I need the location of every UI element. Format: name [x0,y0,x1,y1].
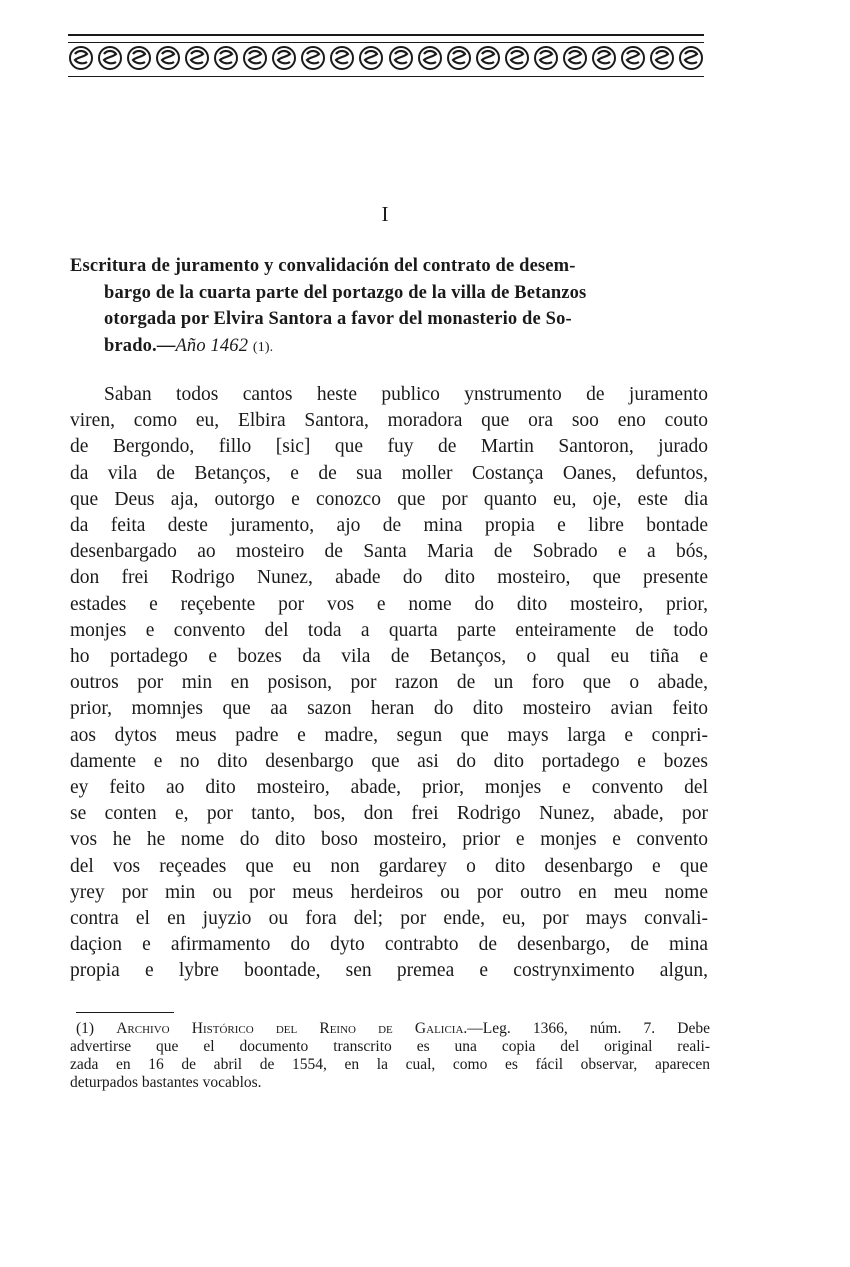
heading-prefix: brado.— [104,335,176,356]
body-line: daçion e afirmamento do dyto contrabto de desenbargo, de mina [70,934,708,956]
footnote-reference-detail: .—Leg. 1366, núm. 7. Debe [463,1020,711,1037]
body-line: estades e reçebente por vos e nome do dito mosteiro, prior, [70,593,708,615]
ornament-icon [300,45,326,71]
footnote-line [70,1020,710,1038]
ornament-icon [184,45,210,71]
body-line: ho portadego e bozes da vila de Betanços, o qual eu tiña e [70,646,708,668]
heading-line: bargo de la cuarta parte del portazgo de la villa de Betanzos [104,282,587,303]
body-line: outros por min en posison, por razon de un foro que o abade, [70,672,708,694]
heading-line: otorgada por Elvira Santora a favor del monasterio de So- [104,309,572,329]
body-line: vos he he nome do dito boso mosteiro, prior e monjes e convento [70,829,708,851]
ornament-icon [242,45,268,71]
border-rule-inner [68,42,704,43]
footnote-line: zada en 16 de abril de 1554, en la cual, como es fácil observar, aparecen [70,1056,710,1073]
ornament-icon [649,45,675,71]
body-line: Saban todos cantos heste publico ynstrumento de juramento [104,384,708,405]
body-line: damente e no dito desenbargo que asi do dito portadego e bozes [70,750,708,772]
body-line: da feita deste juramento, ajo de mina propia e libre bontade [70,515,708,537]
ornamental-border [68,34,704,84]
ornament-icon [68,45,94,71]
ornament-icon [329,45,355,71]
footnote-line: deturpados bastantes vocablos. [70,1074,262,1091]
footnote-source: Archivo Histórico del Reino de Galicia [116,1020,464,1037]
body-line: de Bergondo, fillo [sic] que fuy de Martin Santoron, jurado [70,436,708,458]
ornament-icon [271,45,297,71]
ornament-icon [504,45,530,71]
ornament-icon [126,45,152,71]
footnote [70,1020,710,1092]
ornament-icon [446,45,472,71]
body-line: monjes e convento del toda a quarta parte enteiramente de todo [70,619,708,641]
ornament-icon [533,45,559,71]
footnote-marker: (1) [76,1020,95,1037]
body-line: que Deus aja, outorgo e conozco que por quanto eu, oje, este dia [70,488,708,510]
ornament-icon [155,45,181,71]
ornament-icon [97,45,123,71]
footnote-line: advertirse que el documento transcrito es una copia del original reali- [70,1038,710,1055]
document-body [70,382,708,985]
ornament-icon [358,45,384,71]
ornament-icon [388,45,414,71]
ornament-icon [213,45,239,71]
ornament-icon [417,45,443,71]
body-line: contra el en juyzio ou fora del; por ende, eu, por mays convali- [70,908,708,930]
ornament-icon [678,45,704,71]
border-rule-bottom [68,76,704,77]
body-line: se conten e, por tanto, bos, don frei Rodrigo Nunez, abade, por [70,803,708,825]
border-rule-top [68,34,704,36]
ornament-icon [591,45,617,71]
body-line: aos dytos meus padre e madre, segun que mays larga e conpri- [70,724,708,746]
ornament-icon [620,45,646,71]
body-line: don frei Rodrigo Nunez, abade do dito mosteiro, que presente [70,567,708,589]
footnote-reference: (1). [252,339,274,355]
footnote-separator [76,1012,174,1013]
chapter-number: I [381,202,389,226]
ornament-icon [475,45,501,71]
body-line: da vila de Betanços, e de sua moller Costança Oanes, defuntos, [70,462,708,484]
ornament-row [68,45,704,73]
body-line: ey feito ao dito mosteiro, abade, prior, monjes e convento del [70,777,708,799]
heading-line-last [70,333,710,362]
body-line: del vos reçeades que eu non gardarey o dito desenbargo e que [70,855,708,877]
body-line: yrey por min ou por meus herdeiros ou por outro en meu nome [70,881,708,903]
ornament-icon [562,45,588,71]
document-heading [70,253,710,361]
heading-line: Escritura de juramento y convalidación del contrato de desem- [70,256,576,276]
body-line: propia e lybre boontade, sen premea e costrynximento algun, [70,960,708,982]
body-line: desenbargado ao mosteiro de Santa Maria de Sobrado e a bós, [70,541,708,563]
heading-year: Año 1462 [175,335,249,356]
body-line: viren, como eu, Elbira Santora, moradora que ora soo eno couto [70,410,708,432]
body-line: prior, momnjes que aa sazon heran do dito mosteiro avian feito [70,698,708,720]
